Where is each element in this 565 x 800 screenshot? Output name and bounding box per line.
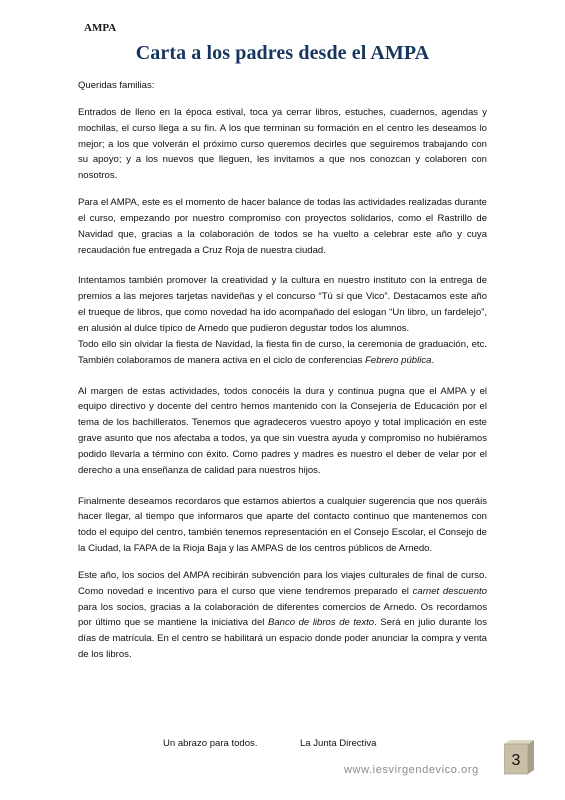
text-span: Este año, los socios del AMPA recibirán subvención para los viajes culturales de final de curso. Como novedad e incentivo para el curso que viene tendremos preparado el [78,569,487,597]
page-number-box [504,740,534,776]
page-number: 3 [511,752,521,769]
letter-body [78,78,487,663]
italic-text: Banco de libros de texto [267,617,375,629]
text-span: . [431,354,435,366]
text-span: para los socios, gracias a la colaboración de diferentes comercios de Arnedo. Os recordamos por último que se mantiene la iniciativa del [78,601,487,629]
page-box-side [528,740,534,774]
paragraph-news [78,568,487,663]
paragraph-balance: Para el AMPA, este es el momento de hacer balance de todas las actividades realizadas durante el curso, empezando por nuestro compromiso con proyectos solidarios, como el Rastrillo de Navidad que, gracias a la colaboración de todos se ha vuelto a celebrar este año y cuya recaudación fue entregada a Cruz Roja de nuestra ciudad. [78,197,487,256]
italic-text: carnet descuento [412,585,487,597]
header-label: AMPA [84,22,117,34]
text-span: . Será en julio durante los días de matrícula. En el centro se habilitará un espacio donde poder anunciar la compra y venta de los libros. [78,617,488,661]
italic-text: Febrero pública [365,354,432,366]
text-span: Todo ello sin olvidar la fiesta de Navidad, la fiesta fin de curso, la ceremonia de graduación, etc. También colaboramos de manera activa en el ciclo de conferencias [78,338,487,366]
paragraph-celebrations [78,337,487,369]
paragraph-intro: Entrados de lleno en la época estival, toca ya cerrar libros, estuches, cuadernos, agendas y mochilas, el curso llega a su fin. A los que terminan su formación en el centro les deseamos lo mejor; a los que volverán el próximo curso queremos decirles que seguiremos trabajando con su apoyo; y a los nuevos que lleguen, les invitamos a que nos conozcan y colaboren con nosotros. [78,106,487,182]
page-title: Carta a los padres desde el AMPA [135,42,430,64]
website-link[interactable]: www.iesvirgendevico.org [344,764,479,776]
paragraph-suggestions: Finalmente deseamos recordaros que estamos abiertos a cualquier sugerencia que nos queráis hacer llegar, al tiempo que informaros que aparte del contacto continuo que mantenemos con todo el equipo del centro, también tenemos representación en el Consejo Escolar, el Consejo de la Ciudad, la FAPA de la Rioja Baja y las AMPAS de los centros públicos de Arnedo. [78,495,487,555]
closing-signature: La Junta Directiva [300,738,377,749]
closing-farewell: Un abrazo para todos. [163,738,258,749]
paragraph-bachilleratos: Al margen de estas actividades, todos conocéis la dura y continua pugna que el AMPA y el equipo directivo y docente del centro hemos mantenido con la Consejería de Educación por el tema de los bachilleratos. Tenemos que agradeceros vuestro apoyo y total implicación en este grave asunto que nos afectaba a todos, ya que sin vuestra ayuda y compromiso no hubiéramos podido llevarla a término con éxito. Como padres y madres es nuestro el deber de velar por el derecho a una enseñanza de calidad para nuestros hijos. [78,385,487,476]
paragraph-creativity: Intentamos también promover la creatividad y la cultura en nuestro instituto con la entrega de premios a las mejores tarjetas navideñas y el concurso “Tú sí que Vico”. Destacamos este año el trueque de libros, que como novedad ha ido acompañado del eslogan “Un libro, un fardelejo”, en alusión al dulce típico de Arnedo que pudieron degustar todos los alumnos. [78,275,487,334]
greeting: Queridas familias: [78,80,155,91]
